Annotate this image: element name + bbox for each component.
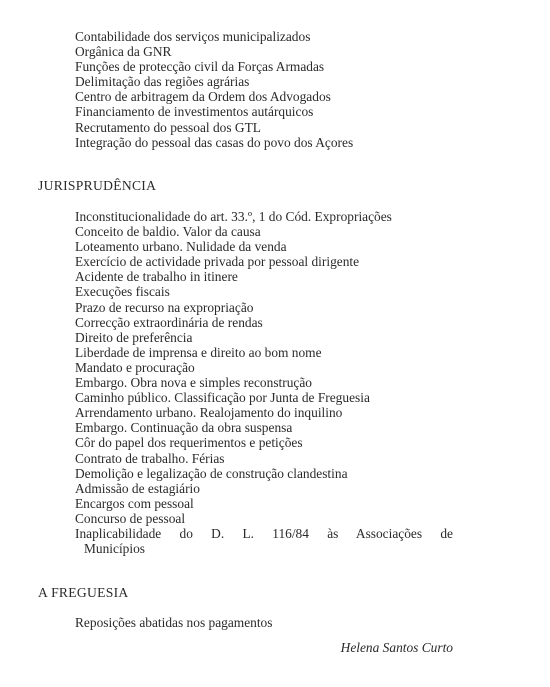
list-item: Contrato de trabalho. Férias <box>75 450 225 466</box>
list-item: Caminho público. Classificação por Junta de Freguesia <box>75 390 370 406</box>
list-item: Acidente de trabalho in itinere <box>75 269 238 285</box>
list-item: Exercício de actividade privada por pessoal dirigente <box>75 254 360 270</box>
list-item: Inconstitucionalidade do art. 33.º, 1 do Cód. Expropriações <box>75 209 392 224</box>
list-item: Integração do pessoal das casas do povo dos Açores <box>75 134 354 150</box>
list-item: Côr do papel dos requerimentos e petições <box>75 435 303 451</box>
jurisprudencia-list <box>75 209 453 556</box>
author-signature: Helena Santos Curto <box>340 640 453 655</box>
freguesia-list <box>75 615 272 630</box>
top-topic-list <box>75 29 353 150</box>
list-item: Centro de arbitragem da Ordem dos Advogados <box>75 89 331 105</box>
list-item: Admissão de estagiário <box>75 480 200 496</box>
list-item: Arrendamento urbano. Realojamento do inquilino <box>75 405 343 421</box>
list-item-multiline <box>75 526 453 556</box>
list-item: Embargo. Obra nova e simples reconstrução <box>75 375 312 391</box>
list-item: Mandato e procuração <box>75 359 195 375</box>
list-item: Prazo de recurso na expropriação <box>75 299 254 315</box>
list-item: Direito de preferência <box>75 329 193 345</box>
list-item: Contabilidade dos serviços municipalizados <box>75 29 311 44</box>
list-item: Concurso de pessoal <box>75 510 186 526</box>
list-item: Financiamento de investimentos autárquicos <box>75 104 314 120</box>
list-item: Conceito de baldio. Valor da causa <box>75 224 261 240</box>
list-item: Loteamento urbano. Nulidade da venda <box>75 239 287 255</box>
list-item: Correcção extraordinária de rendas <box>75 314 263 330</box>
section-heading-freguesia: A FREGUESIA <box>38 585 129 600</box>
list-item: Funções de protecção civil da Forças Armadas <box>75 59 325 75</box>
list-item: Orgânica da GNR <box>75 44 172 60</box>
list-item-continuation: Municípios <box>84 541 146 557</box>
list-item: Encargos com pessoal <box>75 495 194 511</box>
list-item: Recrutamento do pessoal dos GTL <box>75 119 261 135</box>
list-item: Reposições abatidas nos pagamentos <box>75 615 273 630</box>
list-item: Liberdade de imprensa e direito ao bom nome <box>75 344 322 360</box>
list-item: Demolição e legalização de construção clandestina <box>75 465 348 481</box>
list-item: Execuções fiscais <box>75 284 170 300</box>
list-item: Delimitação das regiões agrárias <box>75 74 250 90</box>
list-item: Embargo. Continuação da obra suspensa <box>75 420 293 436</box>
list-item-line: Inaplicabilidade do D. L. 116/84 às Associações de <box>75 525 453 541</box>
section-heading-jurisprudencia: JURISPRUDÊNCIA <box>38 178 157 193</box>
